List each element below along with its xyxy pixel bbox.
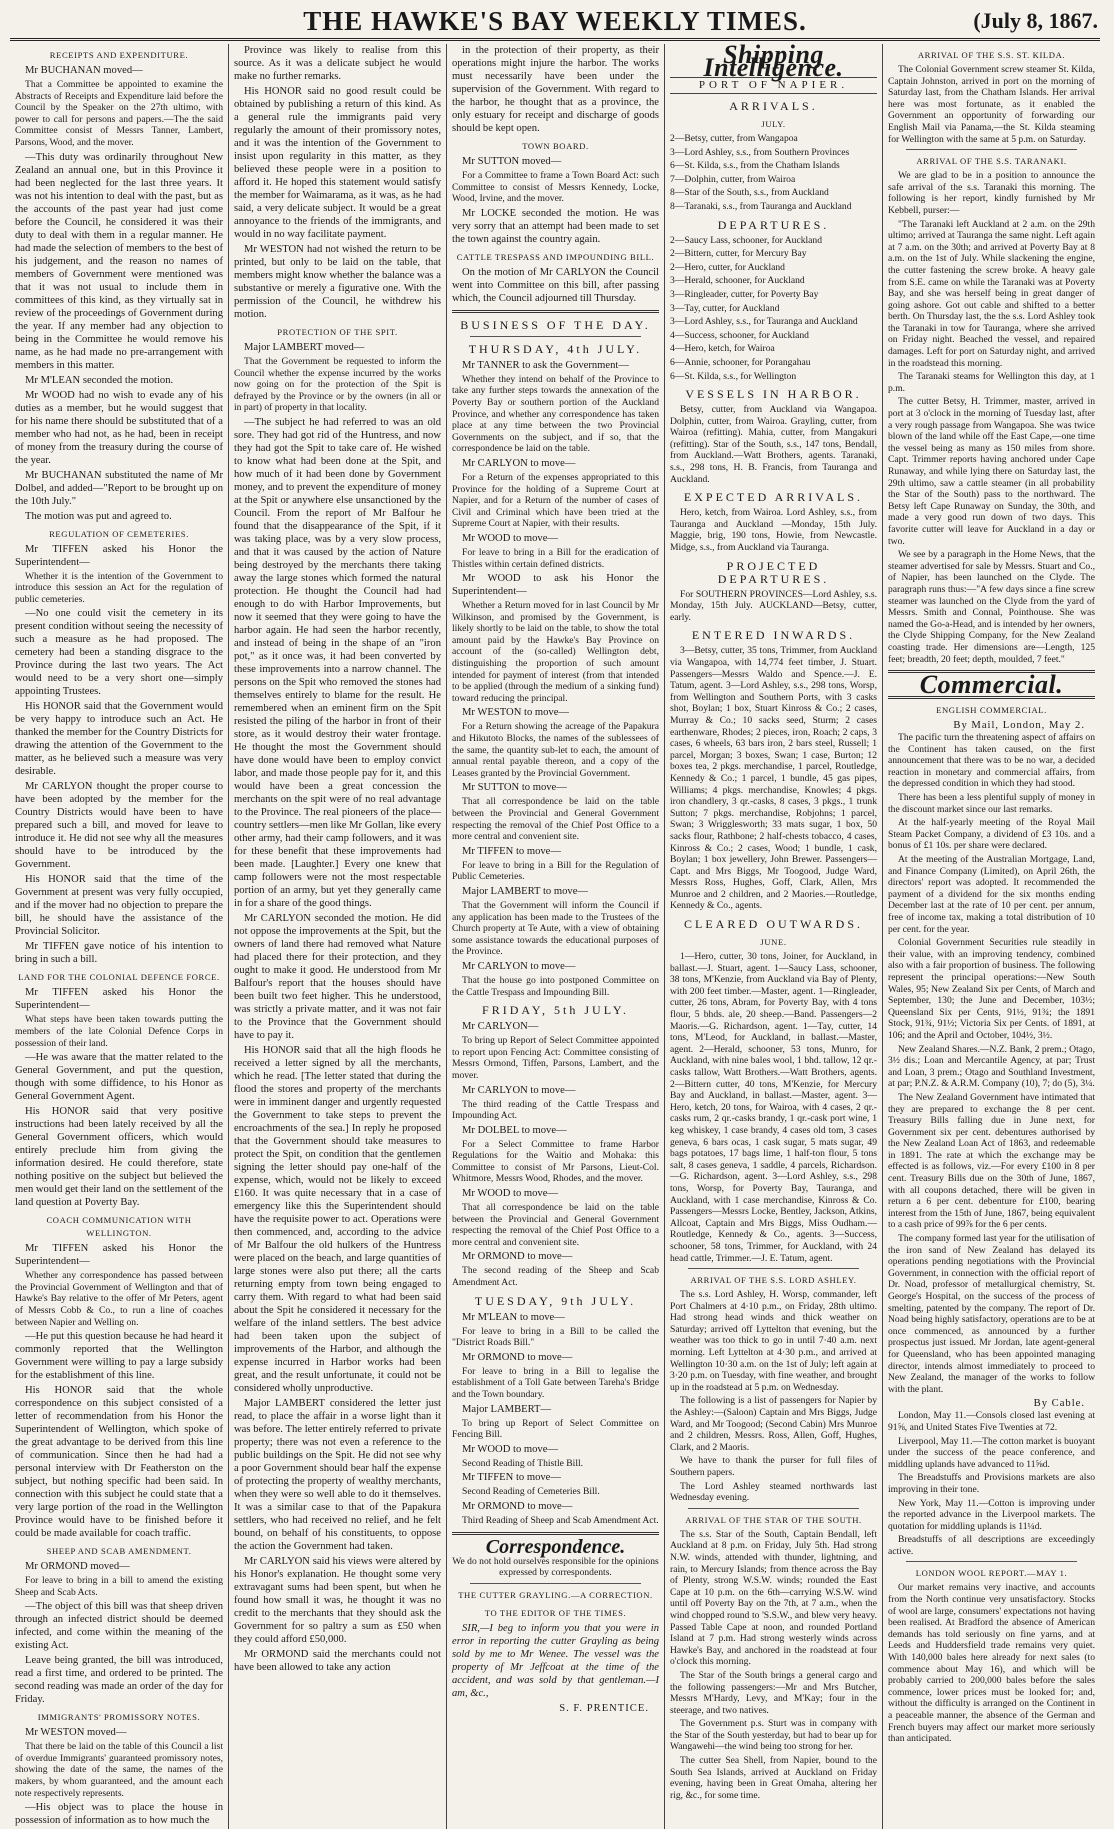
dateline: By Mail, London, May 2. [953, 720, 1085, 732]
paragraph: —No one could visit the cemetery in its present condition without seeing the necessity of such a measure as he had proposed. The cemetery had been a standing disgrace to the Province during the last two years. The Act would need to be a very short one—simply appointing Trustees. [15, 608, 223, 698]
inwards-heading: ENTERED INWARDS. [691, 628, 856, 643]
paragraph: Mr WESTON had not wished the return to be printed, but only to be laid on the table, that members might know whether the balance was a substantive or merely a figurative one. With the permission of the Council, he withdrew his motion. [234, 244, 441, 320]
paragraph: For SOUTHERN PROVINCES—Lord Ashley, s.s. Monday, 15th July. AUCKLAND—Betsy, cutter, early. [670, 588, 877, 623]
paragraph: Mr SUTTON to move— [462, 782, 567, 794]
paragraph: The cutter Sea Shell, from Napier, bound to the South Sea Islands, arrived at Auckland on Friday evening, having been in Great Omaha, altering her rig, &c., for some time. [670, 1755, 877, 1801]
paragraph: The following is a list of passengers for Napier by the Ashley:—(Saloon) Captain and Mrs Biggs, Judge Ward, and Mr Toogood; (Second Cabin) Mrs Munroe and 2 children, Messrs. Ross, Allen, Goff, Hughes, Clark, and 2 Maoris. [670, 1395, 877, 1453]
column-4 [664, 40, 882, 1829]
paragraph: To bring up Report of Select Committee on Fencing Bill. [452, 1417, 659, 1441]
port-heading: PORT OF NAPIER. [670, 77, 877, 94]
paragraph: Hero, ketch, from Wairoa. Lord Ashley, s.s., from Tauranga and Auckland —Monday, 15th July. Maggie, brig, 190 tons, Howie, from Newcastle. Midge, s.s., from Auckland via Tauranga. [670, 507, 877, 554]
list-item: 3—Lord Ashley, s.s., for Tauranga and Auckland [670, 316, 858, 328]
paragraph: Major LAMBERT to move— [462, 885, 588, 897]
paragraph: New York, May 11.—Cotton is improving under the reported advance in the Liverpool markets. The quotation for middling uplands is 11¼d. [888, 1497, 1095, 1532]
paragraph: That all correspondence be laid on the table between the Provincial and General Government respecting the removal of the Chief Post Office to a more central and convenient site. [452, 796, 659, 843]
paragraph: Mr ORMOND to move— [462, 1500, 573, 1512]
paragraph: The pacific turn the threatening aspect of affairs on the Continent has taken caused, on the first announcement that there was to be no war, a decided reaction in monetary and commercial affairs, from the depressed condition in which they had stood. [888, 732, 1095, 790]
paragraph: We see by a paragraph in the Home News, that the steamer advertised for sale by Messrs. Stuart and Co., of Napier, has been launched on the Clyde. The paragraph runs thus:—"A few days since a fine screw steamer was launched on the Clyde from the yard of Messrs. Smith and Connal, Pointhouse. She was named the Go-a-Head, and is intended by her owners, the Clyde Shipping Company, for the New Zealand coasting trade. Her dimensions are—Length, 125 feet; breadth, 20 feet; depth, moulded, 7 feet." [888, 549, 1095, 665]
subhead-wool-report: LONDON WOOL REPORT.—MAY 1. [915, 1568, 1068, 1579]
paragraph: For leave to bring in a Bill to legalise the establishment of a Toll Gate between Tareha's Bridge and the Town boundary. [452, 1365, 659, 1400]
month-label: JUNE. [760, 937, 787, 948]
commercial-heading: Commercial. [919, 670, 1064, 700]
expected-heading: EXPECTED ARRIVALS. [683, 490, 864, 505]
paragraph: Our market remains very inactive, and accounts from the North continue very unsatisfactory. Stocks of wool are large, consumers' expectations not having been realised. At Bradford the absence of American demands has told seriously on fine yarns, and at Leeds and Huddersfield trade remains very quiet. With 140,000 bales here already for next sales (to commence about May 16), and which will be probably carried to 200,000 bales before the sales commence, lower prices must be looked for; and, without the difficulty is arranged on the Continent in a peaceable manner, the absence of the German and French buyers may affect our market more seriously than anticipated. [888, 1582, 1095, 1745]
paragraph: —The subject he had referred to was an old sore. They had got rid of the Huntress, and now they had got the Spit to take care of. He wished to know what had been done at the Spit, and how much of it had been done by Government money, and to prevent the expenditure of money at the Spit or anywhere else unsanctioned by the Council. From the report of Mr Balfour he found that the disappearance of the Spit, if it was taking place, was by a very slow process, and that it was caused by the action of Nature being destroyed by the merchants there taking away the large stones which formed the natural protection. He thought the Council had had enough to do with Harbor Improvements, but now it seemed that they were going to have the harbor again. He had seen the harbor recently, and instead of being in the shape of an "iron pot," as it once was, it had been converted by these improvements into a narrow channel. The persons on the Spit who removed the stones had themselves entirely to blame for the result. He remembered when an eminent firm on the Spit resisted the piling of the harbor in front of their store, as it would destroy their water frontage. He thought the most the Government should have done would have been to employ convict labor, and made those people pay for it, and this would have been a great concession the merchants on the spit were of no real advantage to the Province. The real pioneers of the place—country settlers—men like Mr Gollan, like every other army, had their camp followers, and it was for these benefit that these improvements had been made. [Laughter.] Every one knew that camp followers were not the most respectable portion of an army, but yet they generally came in for a share of the good things. [234, 416, 441, 909]
paragraph: That the house go into postponed Committee on the Cattle Trespass and Impounding Bill. [452, 974, 659, 998]
paragraph: Mr WESTON moved— [25, 1727, 127, 1739]
paragraph: His HONOR said that very positive instructions had been lately received by all the General Government officers, which would entirely preclude him from giving the information desired. He could therefore, state nothing positive on the subject but believed the men would get their land on the settlement of the land question at Poverty Bay. [15, 1106, 223, 1209]
list-item: 2—Bittern, cutter, for Mercury Bay [670, 248, 807, 260]
column-1 [10, 44, 228, 1829]
paragraph: His HONOR said no good result could be obtained by publishing a return of this kind. As a general rule the immigrants paid very regularly the amount of their promissory notes, and it was the intention of the Government to insist upon regularity in this matter, as they believed these people were in a position to afford it. He hoped this statement would satisfy the member for Waimarama, as it was, as he had said, a very delicate subject. It would be a great annoyance to the friends of the immigrants, and would in no way facilitate payment. [234, 86, 441, 240]
paragraph: Mr CARLYON said his views were altered by his Honor's explanation. He thought some very extravagant sums had been spent, but when he found how small it was, he thought it was no credit to the merchants that they should ask the Government for so paltry a sum as £50 when they could afford £50,000. [234, 1555, 441, 1645]
paragraph: For a Committee to frame a Town Board Act: such Committee to consist of Messrs Kennedy, Locke, Wood, Irvine, and the mover. [452, 170, 659, 205]
paragraph: Mr TIFFEN to move— [462, 1472, 561, 1484]
departures-heading: DEPARTURES. [717, 217, 830, 232]
paragraph: What steps have been taken towards putting the members of the late Colonial Defence Corps in possession of their land. [15, 1014, 223, 1049]
dateline: By Cable. [1033, 1398, 1085, 1410]
paragraph: We are glad to be in a position to announce the safe arrival of the s.s. Taranaki this morning. The following is her report, kindly furnished by Mr Kebbell, purser:— [888, 170, 1095, 216]
subhead-spit: PROTECTION OF THE SPIT. [277, 327, 398, 337]
paragraph: 1—Hero, cutter, 30 tons, Joiner, for Auckland, in ballast.—J. Stuart, agent. 1—Saucy Lass, schooner, 38 tons, M'Kenzie, from Auckland via Bay of Plenty, with 200 feet timber.—Master, agent. 1—Ringleader, cutter, 26 tons, Abram, for Poverty Bay, with 4 tons flour, 5 bhds. ale, 20 sheep.—Band. Passengers—2 Maoris.—G. Richardson, agent. 1—Tay, cutter, 14 tons, M'Leod, for Auckland, in ballast.—Master, agent. 2—Herald, schooner, 53 tons, Munro, for Auckland, with nine bales wool, 1 bhd. tallow, 12 qr.-casks tallow, Watt Brothers.—Watt Brothers, agents. 2—Bittern cutter, 40 tons, M'Kenzie, for Mercury Bay and Auckland, in ballast.—Master, agent. 3—Hero, ketch, 20 tons, for Wairoa, with 4 cases, 2 qr.-casks rum, 2 qr.-casks brandy, 1 qr.-cask port wine, 1 keg whiskey, 1 case brandy, 4 cases old tom, 3 cases geneva, 6 bars ocas, 1 cask sugar, 5 mats sugar, 49 bags potatoes, 17 bags lime, 1 half-ton flour, 5 tons salt, 8 cases geneva, 1 saddle, 4 parcels, Richardson.—G. Richardson, agent. 3—Lord Ashley, s.s., 298 tons, Worsp, for Poverty Bay, Tauranga, and Auckland, with 1 case merchandise, Kinross & Co. Passengers—Messrs Locke, Bentley, Jackson, Atkins, Allcoat, Captain and Mrs Biggs, Miss Oudham.—Routledge, Kennedy & Co., agents. 3—Success, schooner, 58 tons, Trimmer, for Auckland, with 24 head cattle, Trimmer.—J. E. Tatum, agent. [670, 951, 877, 1264]
paragraph: The Breadstuffs and Provisions markets are also improving in their tone. [888, 1472, 1095, 1495]
list-item: 3—Herald, schooner, for Auckland [670, 275, 805, 287]
paragraph: Major LAMBERT moved— [244, 342, 365, 353]
list-item: 6—St. Kilda, s.s., from the Chatham Islands [670, 160, 840, 172]
paragraph: The Lord Ashley steamed northwards last Wednesday evening. [670, 1480, 877, 1504]
paragraph: That a Committee be appointed to examine the Abstracts of Receipts and Expenditure laid before the Council by the Speaker on the 27th ultimo, with power to call for persons and papers.—The the said Committee consist of Messrs Tanner, Lambert, Parsons, Wood, and the mover. [15, 79, 223, 148]
paragraph: We have to thank the purser for full files of Southern papers. [670, 1455, 877, 1478]
paragraph: The cutter Betsy, H. Trimmer, master, arrived in port at 3 o'clock in the morning of Tuesday last, after a very rough passage from Wangapoa. She was twice blown of the land while off the East Cape,—one time the vessel being as many as 150 miles from shore. Capt. Trimmer reports having anchored under Cape Runaway, and while lying there on Saturday last, the 29th ultimo, saw a cattle steamer (in all probability the Star of the South) pass to the northward. The Betsy left Cape Runaway on Sunday, the 30th, and made a very good run down of two days. This favorite cutter will leave for Auckland in a day or two. [888, 396, 1095, 547]
paragraph: Mr LOCKE seconded the motion. He was very sorry that an attempt had been made to set the town against the country again. [452, 207, 659, 245]
paragraph: Mr WOOD to ask his Honor the Superintendent— [452, 573, 659, 598]
divider [906, 1561, 1077, 1562]
list-item: 6—St. Kilda, s.s., for Wellington [670, 370, 797, 382]
paragraph: The Star of the South brings a general cargo and the following passengers:—Mr and Mrs Butcher, Messrs M'Hardy, Levy, and M'Kay; four in the steerage, and two natives. [670, 1669, 877, 1716]
paragraph: For a Select Committee to frame Harbor Regulations for the Waitio and Mohaka: this Committee to consist of Mr Parsons, Lieut-Col. Whitmore, Messrs Wood, Rhodes, and the mover. [452, 1138, 659, 1185]
paragraph: Whether any correspondence has passed between the Provincial Government of Wellington and that of Hawke's Bay relative to the offer of Mr Peters, agent of Messrs Cobb & Co., to run a line of coaches between Napier and Welling on. [15, 1270, 223, 1328]
subhead-receipts: RECEIPTS AND EXPENDITURE. [49, 50, 189, 60]
subhead-lord-ashley: ARRIVAL OF THE S.S. LORD ASHLEY. [690, 1275, 857, 1286]
paragraph: For leave to bring in a Bill for the eradication of Thistles within certain defined districts. [452, 546, 659, 570]
paragraph: For leave to bring in a Bill for the Regulation of Public Cemeteries. [452, 859, 659, 883]
paragraph: For leave to bring in a bill to amend the existing Sheep and Scab Acts. [15, 1575, 223, 1598]
paragraph: We do not hold ourselves responsible for the opinions expressed by correspondents. [452, 1555, 659, 1579]
list-item: 8—Star of the South, s.s., from Auckland [670, 187, 829, 199]
paragraph: For leave to bring in a Bill to be called the "District Roads Bill." [452, 1325, 659, 1349]
paragraph: The New Zealand Government have intimated that they are prepared to exchange the 8 per cent. Treasury Bills falling due in June next, for Government six per cent. debentures authorised by the New Zealand Loan Act of 1863, and redeemable in 1891. The rate at which the exchange may be effected is as follows, viz.—For every £100 in 8 per cent. Treasury Bills due on the 30th of June, 1867, with all coupons detached, there will be given in return a 6 per cent. debenture for £100, bearing interest from the 15th of June, 1867, being equivalent to a cash price of 99⅞ for the 6 per cents. [888, 1091, 1095, 1231]
paragraph: Mr WOOD had no wish to evade any of his duties as a member, but he would suggest that for his name there should be substituted that of a member who had not, as he had, been in receipt of money from the treasury during the course of the year. [15, 389, 223, 466]
paragraph: in the protection of their property, as their operations might injure the harbor. The works must necessarily have been under the supervision of the Government. With regard to the harbor, he thought that as a province, the only estuary for receipt and discharge of goods should be kept open. [452, 45, 659, 134]
shipping-heading: Shipping Intelligence. [703, 40, 844, 82]
paragraph: Mr ORMOND moved— [25, 1561, 130, 1573]
paragraph: The s.s. Lord Ashley, H. Worsp, commander, left Port Chalmers at 4·10 p.m., on Friday, 28th ultimo. Had strong head winds and thick weather on Saturday; arrived off Lyttelton that evening, but the weather was too thick to go in until 7·40 a.m. next morning. Left Lyttelton at 4·30 p.m., and arrived at Wellington 10·30 a.m. on the 1st of July; left again at 3·20 p.m. on Tuesday, with fine weather, and brought up in the roadstead at 5 p.m. on Wednesday. [670, 1289, 877, 1393]
paragraph: Mr WESTON to move— [462, 707, 570, 719]
paragraph: New Zealand Shares.—N.Z. Bank, 2 prem.; Otago, 3½ dis.; Loan and Mercantile Agency, at par; Trust and Loan, 3 prem.; Otago and Southland Investment, at par; P.N.Z. & A.R.M. Company (10), 7; do (5), 3¼. [888, 1043, 1095, 1090]
subhead-english-commercial: ENGLISH COMMERCIAL. [936, 705, 1047, 716]
paragraph: Province was likely to realise from this source. As it was a delicate subject he would make no further remarks. [234, 45, 441, 82]
paragraph: The company formed last year for the utilisation of the iron sand of New Zealand has delayed its operations pending negotiations with the Provincial Government, in connection with the official report of Dr. Noad, professor of metallurgical chemistry, St. George's Hospital, on the success of the process of smelting, patented by the company. The report of Dr. Noad being highly satisfactory, operations are to be at once commenced, as announced by a further prospectus just issued. Mr Jordan, late agent-general for Queensland, who has been appointed managing director, intends almost immediately to proceed to New Zealand, the manager of the works to follow with the plant. [888, 1233, 1095, 1395]
paragraph: Mr WOOD to move— [462, 1188, 559, 1200]
paragraph: His HONOR said that all the high floods he received a letter signed by all the merchants, which he read. [The letter stated that during the flood the stores and property of the merchants were in imminent danger and urgently requested the Government to take steps to prevent the encroachments of the sea.] In reply he proposed that the Government should take measures to protect the Spit, on condition that the gentlemen signing the letter should pay one-half of the expense, which, would not be likely to exceed £160. It was quite necessary that in a case of emergency like this the Superintendent should have the requisite power to act. Operations were then commenced, and, according to the advice of Mr Balfour the old hulkers of the Huntress were placed on the beach, and large quantities of large stones were also put there; all the carts returning empty from town being engaged to carry them. With regard to what had been said about the Spit he considered it necessary for the welfare of the inland settlers. The best advice had been taken upon the subject of improvements of the Harbor, and although the expense incurred in Harbor works had been great, and the result unfortunate, it could not be considered wholly unproductive. [234, 1044, 441, 1394]
paragraph: That the Government be requested to inform the Council whether the expense incurred by the works now going on for the protection of the Spit is defrayed by the Province or by the owners (in all or in part) of property in that locality. [234, 356, 441, 414]
paragraph: Third Reading of Sheep and Scab Amendment Act. [462, 1514, 659, 1526]
paragraph: Mr BUCHANAN substituted the name of Mr Dolbel, and added—"Report to be brought up on the 10th July." [15, 469, 223, 507]
cleared-heading: CLEARED OUTWARDS. [684, 917, 863, 932]
paragraph: The motion was put and agreed to. [25, 510, 172, 522]
subhead-coach: COACH COMMUNICATION WITH WELLINGTON. [46, 1215, 192, 1239]
subhead-taranaki: ARRIVAL OF THE S.S. TARANAKI. [916, 156, 1067, 167]
subhead-sheep: SHEEP AND SCAB AMENDMENT. [46, 1546, 192, 1557]
paragraph: Mr CARLYON thought the proper course to have been adopted by the member for the Country Districts would have been to have prepared such a bill, and moved for leave to introduce it. He did not see why all the measures should have to be introduced by the Government. [15, 781, 223, 871]
paragraph: —He was aware that the matter related to the General Government, and put the question, though with some diffidence, to his Honor as General Government Agent. [15, 1052, 223, 1103]
paragraph: That all correspondence be laid on the table between the Provincial and General Government respecting the removal of the Chief Post Office to a more central and convenient site. [452, 1202, 659, 1248]
newspaper-title: THE HAWKE'S BAY WEEKLY TIMES. [303, 6, 807, 36]
subhead-town-board: TOWN BOARD. [522, 141, 589, 151]
paragraph: Mr DOLBEL to move— [462, 1124, 567, 1136]
paragraph: 3—Betsy, cutter, 35 tons, Trimmer, from Auckland via Wangapoa, with 14,774 feet timber, J. Stuart. Passengers—Messrs Waldo and Spence.—J. E. Tatum, agent. 3—Lord Ashley, s.s., 298 tons, Worsp, from Wellington and Southern Ports, with 3 casks shot, Boylan; 1 box, Stuart Kinross & Co.; 2 cases, Murray & Co.; 10 sacks seed, Sturm; 2 cases earthenware, Rhodes; 2 pieces, iron, Roach; 2 caps, 3 cases, 6 wheels, 63 bars iron, 2 bars steel, Russell; 1 parcel, Morgan; 3 boxes, Swan; 1 case, Burton; 12 boxes tea, 2 pkgs. merchandise, 1 parcel, Routledge, Kennedy & Co.; 1 parcel, 1 bundle, 45 gas pipes, Williams; 4 pkgs. merchandise, Knowles; 4 pkgs. iron chandlery, 3 qr.-casks, 8 cases, 3 pkgs., 1 trunk Sutton; 7 pkgs. merchandise, Robjohns; 1 parcel, Swan; 3 Wrigglesworth; 33 mats sugar, 1 box, 50 sacks flour, Rathbone; 2 half-chests tobacco, 4 cases, Kinross & Co.; 2 cases, Wood; 1 bundle, 1 cask, Boylan; 1 box jewellery, John Brewer. Passengers—Capt. and Mrs Biggs, Mr Toogood, Judge Ward, Messrs Ross, Hughes, Goff, Clark, Allen, Mrs Munroe and 2 children, and 2 Maories.—Routledge, Kennedy & Co., agents. [670, 645, 877, 912]
paragraph: Mr CARLYON to move— [462, 457, 576, 469]
paragraph: There has been a less plentiful supply of money in the discount market since our last remarks. [888, 792, 1095, 815]
subhead-cutter: THE CUTTER GRAYLING.—A CORRECTION. [458, 1589, 653, 1600]
divider [906, 149, 1077, 150]
tuesday-heading: TUESDAY, 9th JULY. [474, 1293, 637, 1308]
paragraph: —This duty was ordinarily throughout New Zealand an annual one, but in this Province it had been neglected for the last three years. It was not his intention to deal with the past, but as the accounts of the past year had just come before the Council, he considered it was their duty to deal with them in a regular manner. He had made the selection of members to the best of his judgement, and the reason no names of members of Government were mentioned was that it was not usual to include them in committees of this kind, as they virtually sat in review of the proceedings of Government during the year. If any member had any objection to being in the Committee he would remove his name, as he had made no pre-arrangement with members in this matter. [15, 151, 223, 371]
paragraph: That the Government will inform the Council if any application has been made to the Trustees of the Church property at Te Aute, with a view of obtaining some assistance towards the educational purposes of the Province. [452, 899, 659, 958]
paragraph: —The object of this bill was that sheep driven through an infected district should be deemed infected, and come within the meaning of the existing Act. [15, 1601, 223, 1652]
paragraph: Mr M'LEAN to move— [462, 1311, 565, 1323]
list-item: 2—Betsy, cutter, from Wangapoa [670, 133, 798, 144]
column-5 [882, 44, 1100, 1829]
paragraph: Betsy, cutter, from Auckland via Wangapoa. Dolphin, cutter, from Wairoa. Grayling, cutter, from Wairoa (refitting). Mahia, cutter, from Mangakuri (refitting). Star of the South, s.s., 147 tons, Bendall, from Auckland.—Watt Brothers, agents. Taranaki, s.s., 298 tons, H. B. Francis, from Tauranga and Auckland. [670, 404, 877, 485]
paragraph: Mr TIFFEN asked his Honor the Superintendent— [15, 1243, 223, 1268]
list-item: 2—Hero, cutter, for Auckland [670, 261, 785, 273]
paragraph: Mr WOOD to move— [462, 1443, 559, 1455]
paragraph: Major LAMBERT— [462, 1403, 552, 1415]
subhead-st-kilda: ARRIVAL OF THE S.S. ST. KILDA. [917, 50, 1066, 60]
paragraph: Colonial Government Securities rule steadily in their value, with an improving tendency, combined also with a fair proportion of business. The following represent the principal operations:—New South Wales, 95; New Zealand Six per Cents, of March and September, 130; the June and December, 103½; Queensland Six per Cents, 91½, 91¾; the 1891 Stock, 91¾, 91½; Victoria Six per Cents. of 1891, at 106; and the April and October, 104½, 3½. [888, 937, 1095, 1041]
newspaper-page [10, 40, 1100, 1827]
arrivals-list [670, 133, 877, 213]
paragraph: The Government p.s. Sturt was in company with the Star of the South yesterday, but had to bear up for Wangawehi—the wind being too strong for her. [670, 1718, 877, 1753]
subhead-star-of-the-south: ARRIVAL OF THE STAR OF THE SOUTH. [685, 1514, 862, 1525]
list-item: 8—Taranaki, s.s., from Tauranga and Auckland [670, 200, 852, 212]
list-item: 3—Ringleader, cutter, for Poverty Bay [670, 288, 819, 300]
subhead-editor: TO THE EDITOR OF THE TIMES. [484, 1607, 627, 1618]
paragraph: Whether a Return moved for in last Council by Mr Wilkinson, and promised by the Government, is likely shortly to be laid on the table, to show the total amount paid by the Hawke's Bay Province on account of the (so-called) Wellington debt, distinguishing the proportion of such amount intended for payment of interest (from that intended to be applied (through the medium of a sinking fund) toward reducing the principal. [452, 600, 659, 704]
subhead-defence: LAND FOR THE COLONIAL DEFENCE FORCE. [18, 972, 220, 983]
paragraph: Mr WOOD to move— [462, 532, 559, 544]
paragraph: The s.s. Star of the South, Captain Bendall, left Auckland at 8 p.m. on Friday, July 5th. Had strong N.W. winds, attended with thunder, lightning, and rain, to Mercury Islands; from thence across the Bay of Plenty, strong W.S.W. winds; rounded the East Cape at 10 p.m. on the 6th—carrying W.S.W. wind until off Poverty Bay on the 7th, at 7 a.m., when the wind chopped round to 'S.S.W., and blew very heavy. Passed Table Cape at noon, and rounded Portland Island at 7 p.m. Had strong westerly winds across Hawke's Bay, and anchored in the roadstead at four o'clock this morning. [670, 1528, 877, 1668]
list-item: 7—Dolphin, cutter, from Wairoa [670, 173, 796, 185]
divider [452, 310, 659, 313]
paragraph: Mr TIFFEN to move— [462, 845, 561, 857]
list-item: 3—Tay, cutter, for Auckland [670, 302, 780, 314]
paragraph: Whether they intend on behalf of the Province to take any further steps towards the annexation of the Poverty Bay or southern portion of the Auckland Province, and whether any correspondence has taken place at any time between the two Provincial Governments on the subject, and if so, that the correspondence be laid on the table. [452, 373, 659, 455]
paragraph: The third reading of the Cattle Trespass and Impounding Act. [452, 1098, 659, 1122]
paragraph: Whether it is the intention of the Government to introduce this session an Act for the regulation of public cemeteries. [15, 570, 223, 605]
paragraph: —His object was to place the house in possession of information as to how much the [15, 1802, 223, 1827]
paragraph: —He put this question because he had heard it commonly reported that the Wellington Government were willing to pay a large subsidy for the establishment of this line. [15, 1331, 223, 1382]
subhead-cattle: CATTLE TRESPASS AND IMPOUNDING BILL. [456, 251, 655, 262]
divider [452, 1532, 659, 1535]
paragraph: At the meeting of the Australian Mortgage, Land, and Finance Company (Limited), on April 26th, the directors' report was adopted. It recommended the payment of a dividend for the six months ending December last at the rate of 10 per cent. per annum, free of income tax, making a total distribution of 10 per cent. for the year. [888, 854, 1095, 935]
signature: S. F. PRENTICE. [559, 1702, 649, 1714]
correspondence-heading: Correspondence. [485, 1535, 626, 1558]
business-heading: BUSINESS OF THE DAY. [460, 317, 651, 332]
paragraph: Mr ORMOND said the merchants could not have been allowed to take any action [234, 1648, 441, 1673]
paragraph: Mr TANNER to ask the Government— [462, 359, 629, 371]
paragraph: Mr ORMOND to move— [462, 1251, 573, 1263]
departures-list [670, 235, 877, 383]
divider [470, 1583, 641, 1584]
list-item: 4—Success, schooner, for Auckland [670, 329, 809, 341]
paragraph: "The Taranaki left Auckland at 2 a.m. on the 29th ultimo; arrived at Tauranga the same night. Left again at 7 a.m. on the 30th; and arrived at Poverty Bay at 8 a.m. on the 1st of July. While slackening the engine, the cutter fastening the screw broke. A heavy gale from S.E. came on while the Taranaki was at Poverty Bay, and she was herself being in great danger of going ashore. Got out cable and shifted to a better berth. On Thursday last, the the s.s. Lord Ashley took the Taranaki in tow for Tauranga, where she arrived on Friday night. Beached the vessel, and repaired damages. Left for port on Saturday night, and arrived in the roadstead this morning. [888, 218, 1095, 369]
divider [688, 1508, 859, 1509]
paragraph: His HONOR said that the Government would be very happy to introduce such an Act. He thanked the member for the Country Districts for drawing the attention of the Government to the matter, as he believed such a measure was very desirable. [15, 701, 223, 778]
list-item: 2—Saucy Lass, schooner, for Auckland [670, 234, 823, 246]
masthead [10, 4, 1100, 41]
paragraph: Mr BUCHANAN moved— [25, 65, 143, 76]
paragraph: Mr TIFFEN gave notice of his intention to bring in such a bill. [15, 941, 223, 966]
projected-heading: PROJECTED DEPARTURES. [717, 558, 830, 586]
paragraph: The Taranaki steams for Wellington this day, at 1 p.m. [888, 371, 1095, 394]
list-item: 4—Hero, ketch, for Wairoa [670, 343, 775, 355]
paragraph: Mr CARLYON seconded the motion. He did not oppose the improvements at the Spit, but the owners of land there had removed what Nature had placed there for their protection, and they ought to make it good. He understood from Mr Balfour's report that the houses should have been built two feet higher. This he understood, was strictly a private matter, and it was not fair to the Province that the Government should have to pay it. [234, 912, 441, 1041]
paragraph: Liverpool, May 11.—The cotton market is buoyant under the success of the peace conference, and middling uplands have advanced to 11⅝d. [888, 1435, 1095, 1470]
month-label: JULY. [761, 119, 786, 129]
paragraph: The second reading of the Sheep and Scab Amendment Act. [452, 1265, 659, 1289]
paragraph: Second Reading of Cemeteries Bill. [462, 1486, 600, 1498]
paragraph: SIR,—I beg to inform you that you were in error in reporting the cutter Grayling as being sold by me to Mr Wenee. The vessel was the property of Mr Jeffcoat at the time of the accident, and was sold by that gentleman.—I am, &c., [452, 1622, 659, 1699]
subhead-cemeteries: REGULATION OF CEMETERIES. [49, 528, 189, 539]
paragraph: The Colonial Government screw steamer St. Kilda, Captain Johnston, arrived in port on the morning of Saturday last, from the Chatham Islands. Her arrival here was most fortunate, as it enabled the Government an opportunity of forwarding our English Mail via Panama,—the St. Kilda steaming for Wellington with the same at 5 p.m. on Saturday. [888, 64, 1095, 145]
list-item: 6—Annie, schooner, for Porangahau [670, 356, 811, 368]
paragraph: Breadstuffs of all descriptions are exceedingly active. [888, 1534, 1095, 1557]
column-3 [446, 44, 664, 1829]
paragraph: Mr CARLYON— [462, 1021, 539, 1033]
paragraph: At the half-yearly meeting of the Royal Mail Steam Packet Company, a dividend of £3 10s. and a bonus of £1 10s. per share were declared. [888, 817, 1095, 852]
thursday-heading: THURSDAY, 4th JULY. [468, 341, 643, 356]
paragraph: His HONOR said that the time of the Government at present was very fully occupied, and if the mover had no objection to prepare the bill, he should have the assistance of the Provincial Solicitor. [15, 874, 223, 938]
paragraph: On the motion of Mr CARLYON the Council went into Committee on this bill, after passing which, the Council adjourned till Thursday. [452, 266, 659, 304]
vessels-heading: VESSELS IN HARBOR. [685, 387, 862, 402]
paragraph: Mr M'LEAN seconded the motion. [25, 374, 174, 386]
list-item: 3—Lord Ashley, s.s., from Southern Provinces [670, 146, 850, 158]
paragraph: For a Return of the expenses appropriated to this Province for the holding of a Supreme Court at Napier, and for a Return of the number of cases of Civil and Criminal which have been tried at the Supreme Court at Napier, with their results. [452, 471, 659, 530]
paragraph: For a Return showing the acreage of the Papakura and Hikutoto Blocks, the names of the sublessees of the same, the quantity sub-let to each, the amount of annual rental payable thereon, and a copy of the Leases granted by the Provincial Government. [452, 721, 659, 779]
paragraph: Mr TIFFEN asked his Honor the Superintendent— [15, 543, 223, 568]
paragraph: Mr ORMOND to move— [462, 1351, 573, 1363]
paragraph: Mr TIFFEN asked his Honor the Superintendent— [15, 987, 223, 1012]
paragraph: Mr CARLYON to move— [462, 1084, 576, 1096]
paragraph: That there be laid on the table of this Council a list of overdue Immigrants' guaranteed promissory notes, showing the date of the same, the names of the makers, by whom guaranteed, and the amount each note respectively represents. [15, 1741, 223, 1799]
column-2 [228, 44, 446, 1829]
paragraph: Mr CARLYON to move— [462, 960, 576, 972]
paragraph: Second Reading of Thistle Bill. [462, 1457, 584, 1469]
arrivals-heading: ARRIVALS. [729, 99, 818, 113]
issue-date: (July 8, 1867. [973, 8, 1098, 33]
paragraph: Major LAMBERT considered the letter just read, to place the affair in a worse light than it was before. The letter entirely referred to private property; there was not even a reference to the public buildings on the Spit. He did not see why a poor Government should bear half the expense of protecting the property of wealthy merchants, when they were so well able to do it themselves. It was a similar case to that of the Papakura settlers, who had received no relief, and he felt bound, on behalf of his constituents, to oppose the action the Government had taken. [234, 1397, 441, 1552]
paragraph: Mr SUTTON moved— [462, 156, 562, 167]
subhead-notes: IMMIGRANTS' PROMISSORY NOTES. [37, 1712, 201, 1723]
paragraph: To bring up Report of Select Committee appointed to report upon Fencing Act: Committee consisting of Messrs Ormond, Tiffen, Parsons, Lambert, and the mover. [452, 1035, 659, 1081]
paragraph: His HONOR said that the whole correspondence on this subject consisted of a letter of recommendation from his Honor the Superintendent of Wellington, which spoke of the great advantage to be derived from this line of communication. Since then he had had a personal interview with Dr Featherston on the subject, but nothing specific had been said. In connection with this subject he could state that a very large portion of the road in the Wellington Province would have to be finished before it could be made available for coach traffic. [15, 1385, 223, 1540]
friday-heading: FRIDAY, 5th JULY. [482, 1003, 629, 1018]
divider [688, 1268, 859, 1269]
paragraph: Leave being granted, the bill was introduced, read a first time, and ordered to be printed. The second reading was made an order of the day for Friday. [15, 1655, 223, 1706]
paragraph: London, May 11.—Consols closed last evening at 91⅝, and United States Five Twenties at 72. [888, 1410, 1095, 1433]
divider [470, 336, 641, 337]
